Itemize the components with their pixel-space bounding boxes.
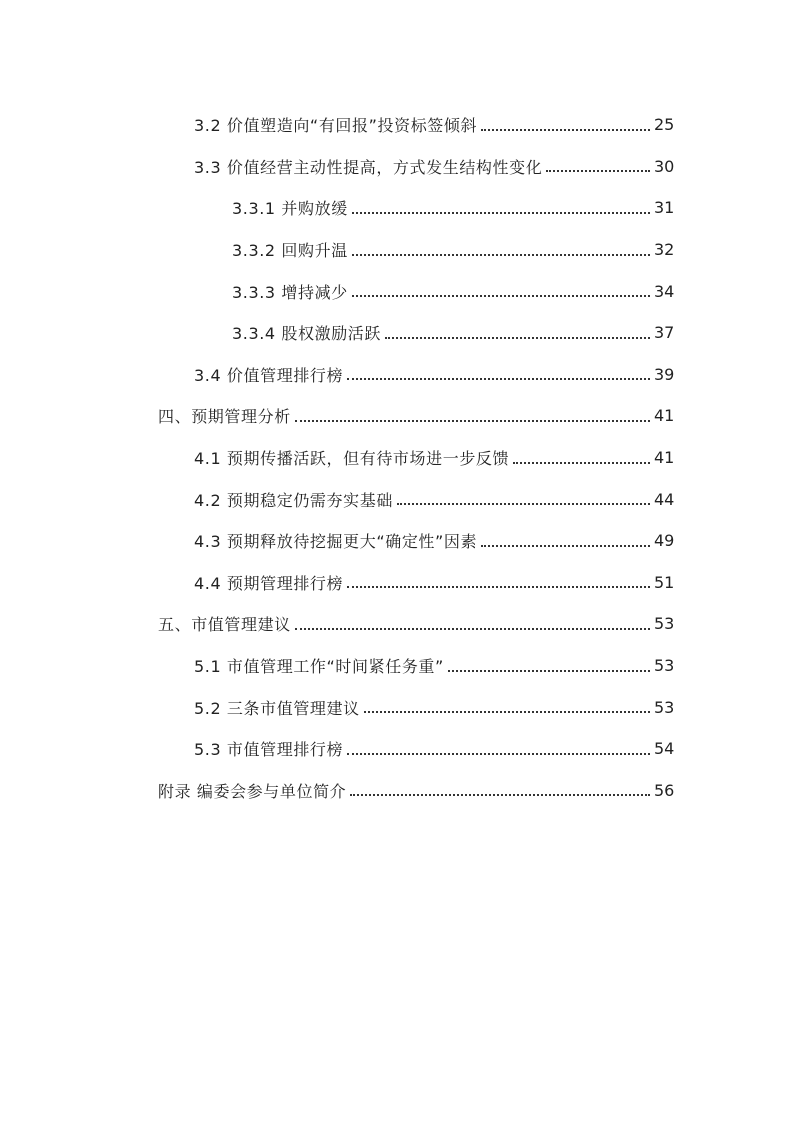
toc-page-number: 30 bbox=[654, 156, 675, 176]
toc-page-number: 25 bbox=[654, 115, 675, 135]
toc-page-number: 54 bbox=[654, 739, 675, 759]
toc-entry-title: 3.3.3 增持减少 bbox=[232, 282, 348, 302]
dot-leader bbox=[481, 544, 650, 547]
dot-leader bbox=[295, 419, 650, 422]
toc-entry-3-3-1[interactable] bbox=[0, 187, 794, 229]
dot-leader bbox=[448, 669, 650, 672]
dot-leader bbox=[352, 253, 650, 256]
toc-entry-5-1[interactable] bbox=[0, 645, 794, 687]
toc-entry-title: 4.4 预期管理排行榜 bbox=[194, 573, 344, 593]
toc-entry-appendix[interactable] bbox=[0, 770, 794, 812]
toc-entry-4-3[interactable] bbox=[0, 520, 794, 562]
dot-leader bbox=[347, 752, 650, 755]
toc-entry-3-3-3[interactable] bbox=[0, 270, 794, 312]
toc-page-number: 53 bbox=[654, 697, 675, 717]
dot-leader bbox=[347, 585, 650, 588]
toc-entry-title: 3.3.2 回购升温 bbox=[232, 241, 348, 261]
toc-page-number: 51 bbox=[654, 572, 675, 592]
toc-page-number: 44 bbox=[654, 489, 675, 509]
toc-entry-title: 3.3 价值经营主动性提高，方式发生结构性变化 bbox=[194, 157, 543, 177]
toc-entry-5-2[interactable] bbox=[0, 686, 794, 728]
toc-entry-title: 4.1 预期传播活跃，但有待市场进一步反馈 bbox=[194, 449, 510, 469]
toc-entry-4-4[interactable] bbox=[0, 562, 794, 604]
toc-page-number: 32 bbox=[654, 240, 675, 260]
toc-entry-3-3-4[interactable] bbox=[0, 312, 794, 354]
toc-page-number: 53 bbox=[654, 614, 675, 634]
toc-entry-chapter-5[interactable] bbox=[0, 603, 794, 645]
toc-entry-title: 4.2 预期稳定仍需夯实基础 bbox=[194, 490, 393, 510]
dot-leader bbox=[352, 294, 650, 297]
toc-entry-title: 3.2 价值塑造向“有回报”投资标签倾斜 bbox=[194, 116, 478, 136]
toc-page-number: 49 bbox=[654, 531, 675, 551]
toc-entry-title: 5.2 三条市值管理建议 bbox=[194, 698, 360, 718]
toc-entry-chapter-4[interactable] bbox=[0, 395, 794, 437]
dot-leader bbox=[513, 461, 650, 464]
toc-page-number: 39 bbox=[654, 364, 675, 384]
dot-leader bbox=[347, 377, 650, 380]
dot-leader bbox=[295, 627, 650, 630]
toc-entry-title: 5.3 市值管理排行榜 bbox=[194, 740, 344, 760]
toc-entry-title: 5.1 市值管理工作“时间紧任务重” bbox=[194, 657, 444, 677]
toc-page-number: 53 bbox=[654, 656, 675, 676]
toc-entry-title: 附录 编委会参与单位简介 bbox=[158, 781, 347, 801]
dot-leader bbox=[481, 128, 650, 131]
dot-leader bbox=[350, 793, 650, 796]
toc-entry-title: 四、预期管理分析 bbox=[158, 407, 291, 427]
toc-entry-3-4[interactable] bbox=[0, 354, 794, 396]
toc-entry-4-2[interactable] bbox=[0, 478, 794, 520]
toc-entry-title: 3.3.4 股权激励活跃 bbox=[232, 324, 381, 344]
toc-entry-3-2[interactable] bbox=[0, 104, 794, 146]
dot-leader bbox=[352, 211, 650, 214]
dot-leader bbox=[385, 336, 650, 339]
toc-entry-3-3-2[interactable] bbox=[0, 229, 794, 271]
table-of-contents bbox=[0, 104, 794, 811]
dot-leader bbox=[397, 502, 650, 505]
toc-entry-title: 3.4 价值管理排行榜 bbox=[194, 365, 344, 385]
toc-page-number: 37 bbox=[654, 323, 675, 343]
toc-entry-3-3[interactable] bbox=[0, 146, 794, 188]
toc-page-number: 41 bbox=[654, 448, 675, 468]
toc-page-number: 34 bbox=[654, 281, 675, 301]
toc-page-number: 31 bbox=[654, 198, 675, 218]
toc-entry-title: 五、市值管理建议 bbox=[158, 615, 291, 635]
toc-entry-4-1[interactable] bbox=[0, 437, 794, 479]
toc-entry-5-3[interactable] bbox=[0, 728, 794, 770]
toc-page-number: 56 bbox=[654, 780, 675, 800]
toc-entry-title: 3.3.1 并购放缓 bbox=[232, 199, 348, 219]
toc-entry-title: 4.3 预期释放待挖掘更大“确定性”因素 bbox=[194, 532, 478, 552]
dot-leader bbox=[364, 710, 650, 713]
dot-leader bbox=[546, 169, 650, 172]
toc-page-number: 41 bbox=[654, 406, 675, 426]
